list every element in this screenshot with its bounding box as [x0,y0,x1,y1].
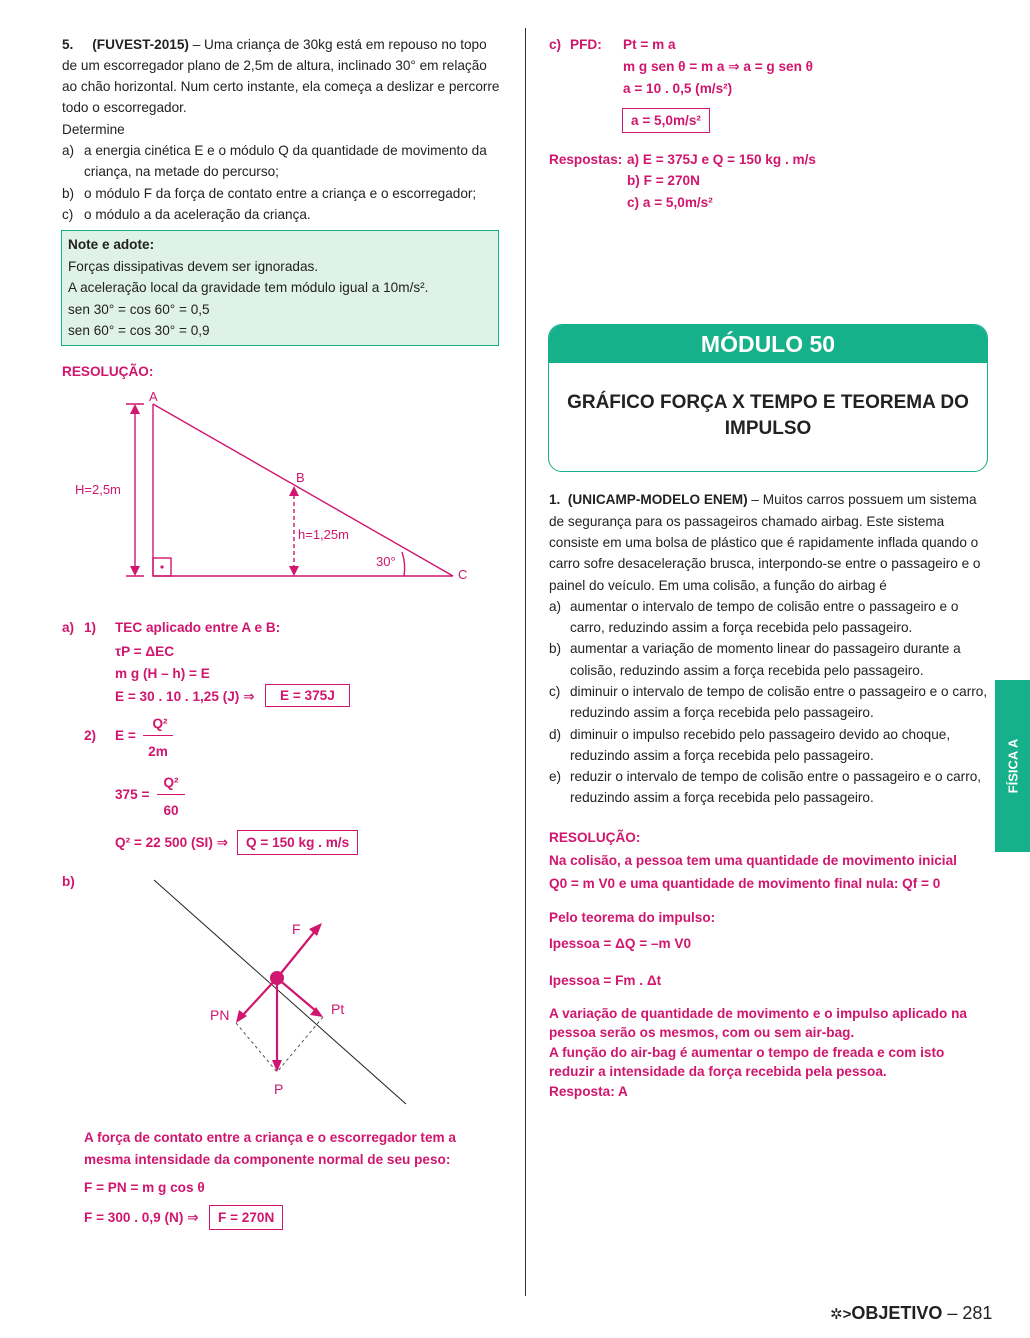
fraction-denominator: 2m [148,744,168,759]
respostas-label: Respostas: [549,152,623,167]
pfd-eq1: Pt = m a [623,37,676,52]
option-letter: e) [549,769,562,784]
pfd-label: PFD: [570,37,602,52]
option-text: reduzindo assim a força recebida pelo passageiro. [570,748,874,763]
option-text: colisão, reduzindo assim a força recebida pelo passageiro. [570,663,924,678]
tec-eq1: τP = ΔEC [115,644,175,659]
incline-slope [153,404,453,576]
note-line: A aceleração local da gravidade tem módulo igual a 10m/s². [68,280,429,295]
module-header [548,324,988,472]
contact-force-eq2: F = 300 . 0,9 (N) ⇒ [84,1210,199,1225]
q1-answer: Resposta: A [549,1084,628,1099]
resposta-item: c) a = 5,0m/s² [627,195,713,210]
force-f-label: F [292,921,301,937]
option-text: reduzindo assim a força recebida pelo passageiro. [570,790,874,805]
q1-conclusion: reduzir a intensidade da força recebida pela pessoa. [549,1064,887,1079]
part-a2-label: 2) [84,728,97,743]
q1-source: (UNICAMP-MODELO ENEM) [567,492,748,507]
point-b-label: B [296,470,305,485]
resposta-item: a) E = 375J e Q = 150 kg . m/s [627,152,816,167]
side-tab [995,680,1030,852]
tec-eq3: E = 30 . 10 . 1,25 (J) ⇒ [115,689,255,704]
force-pt-label: Pt [331,1001,345,1017]
resposta-item: b) F = 270N [627,173,700,188]
point-a-label: A [149,389,158,404]
energy-eq-lhs: E = [115,728,136,743]
half-height-label: h=1,25m [298,527,349,542]
q1-resolucao-heading: RESOLUÇÃO: [549,830,641,845]
note-line: sen 60° = cos 30° = 0,9 [68,323,210,338]
module-title: MÓDULO 50 [549,325,987,363]
point-c-label: C [458,567,468,582]
module-subtitle-line: GRÁFICO FORÇA X TEMPO E TEOREMA DO [567,392,969,413]
q1-text: carro sofre desaceleração brusca, interpondo-se entre o passageiro e o [549,556,981,571]
q5-text: todo o escorregador. [62,100,187,115]
child-point [270,971,284,985]
option-letter: b) [549,641,562,656]
option-text: aumentar o intervalo de tempo de colisão entre o passageiro e o [570,599,959,614]
part-c-label: c) [549,37,562,52]
fraction-numerator: Q² [152,716,168,731]
momentum-eq: Q² = 22 500 (SI) ⇒ [115,835,229,850]
part-b-label: b) [62,874,75,889]
q5-number: 5. [62,37,74,52]
contact-force-result: F = 270N [209,1205,283,1230]
q1-text: consiste em uma bolsa de plástico que é rapidamente inflada quando o [549,535,979,550]
side-tab-label: FÍSICA A [1005,738,1020,794]
angle-label: 30° [376,554,396,569]
q1-res-line: Q0 = m V0 e uma quantidade de movimento final nula: Qf = 0 [549,876,941,891]
acceleration-result: a = 5,0m/s² [622,108,710,133]
q5-item-letter: c) [62,207,74,222]
resolucao-heading: RESOLUÇÃO: [62,364,154,379]
height-label: H=2,5m [75,482,121,497]
q5-determine: Determine [62,122,125,137]
footer [830,1303,992,1324]
q5-text: de um escorregador plano de 2,5m de altura, inclinado 30° em relação [62,58,487,73]
option-letter: a) [549,599,562,614]
page-number: – 281 [947,1303,993,1323]
q5-item-text: a energia cinética E e o módulo Q da quantidade de movimento da [84,143,487,158]
module-subtitle [549,390,987,442]
fraction-bar [143,735,173,736]
q5-text: – Uma criança de 30kg está em repouso no topo [192,37,487,52]
angle-arc [402,552,405,576]
pfd-eq2: m g sen θ = m a ⇒ a = g sen θ [623,59,814,74]
fraction-denominator: 60 [163,803,179,818]
option-text: diminuir o impulso recebido pelo passageiro devido ao choque, [570,727,951,742]
tec-eq2: m g (H – h) = E [115,666,210,681]
option-text: diminuir o intervalo de tempo de colisão entre o passageiro e o carro, [570,684,988,699]
note-line: sen 30° = cos 60° = 0,5 [68,302,210,317]
weight-label: P [274,1081,284,1097]
module-subtitle-line: IMPULSO [724,418,812,439]
q5-item-text: o módulo F da força de contato entre a criança e o escorregador; [84,186,477,201]
q5-item-letter: a) [62,143,75,158]
q1-conclusion: A variação de quantidade de movimento e o impulso aplicado na [549,1006,967,1021]
incline-surface [154,880,406,1104]
note-line: Forças dissipativas devem ser ignoradas. [68,259,319,274]
momentum-result: Q = 150 kg . m/s [237,830,358,855]
column-divider [525,28,526,1296]
force-pn-label: PN [210,1007,230,1023]
footer-brand: OBJETIVO [851,1303,943,1323]
q1-conclusion: pessoa serão os mesmos, com ou sem air-bag. [549,1025,855,1040]
impulse-eq1: Ipessoa = ΔQ = –m V0 [549,936,692,951]
part-a-label: a) [62,620,75,635]
q5-text: ao chão horizontal. Num certo instante, ela começa a deslizar e percorre [62,79,500,94]
q5-first-line [62,37,487,52]
pfd-eq3: a = 10 . 0,5 (m/s²) [623,81,733,96]
energy-eq2-lhs: 375 = [115,787,150,802]
option-text: reduzindo assim a força recebida pelo passageiro. [570,705,874,720]
objetivo-logo-icon: ✲> [830,1306,852,1323]
q5-item-text: criança, na metade do percurso; [84,164,279,179]
option-text: carro, reduzindo assim a força recebida pelo passageiro. [570,620,913,635]
note-box [61,230,499,346]
option-text: reduzir o intervalo de tempo de colisão entre o passageiro e o carro, [570,769,982,784]
part-a1-label: 1) [84,620,97,635]
q1-res-line: Na colisão, a pessoa tem uma quantidade de movimento inicial [549,853,957,868]
impulse-eq2: Ipessoa = Fm . Δt [549,973,662,988]
q1-text: painel do veículo. Em uma colisão, a função do airbag é [549,578,887,593]
q5-item-text: o módulo a da aceleração da criança. [84,207,311,222]
force-pn-vector [242,978,277,1016]
tec-title: TEC aplicado entre A e B: [115,620,281,635]
incline-diagram [60,386,480,586]
q5-item-letter: b) [62,186,75,201]
q1-text: de segurança para os passageiros chamado airbag. Este sistema [549,514,945,529]
contact-force-eq1: F = PN = m g cos θ [84,1180,205,1195]
part-b-text: mesma intensidade da componente normal de seu peso: [84,1152,451,1167]
q1-teorema: Pelo teorema do impulso: [549,910,716,925]
q1-text: – Muitos carros possuem um sistema [751,492,977,507]
note-title: Note e adote: [68,237,155,252]
fraction-numerator: Q² [163,775,179,790]
part-b-text: A força de contato entre a criança e o escorregador tem a [84,1130,456,1145]
q1-conclusion: A função do air-bag é aumentar o tempo de freada e com isto [549,1045,945,1060]
force-diagram [140,876,420,1108]
q1-first-line [549,492,977,507]
option-letter: d) [549,727,562,742]
fraction-bar [157,794,185,795]
q5-source: (FUVEST-2015) [92,37,189,52]
q1-number: 1. [549,492,561,507]
option-letter: c) [549,684,561,699]
option-text: aumentar a variação de momento linear do passageiro durante a [570,641,961,656]
force-f-vector [277,930,316,978]
energy-result: E = 375J [265,684,350,707]
